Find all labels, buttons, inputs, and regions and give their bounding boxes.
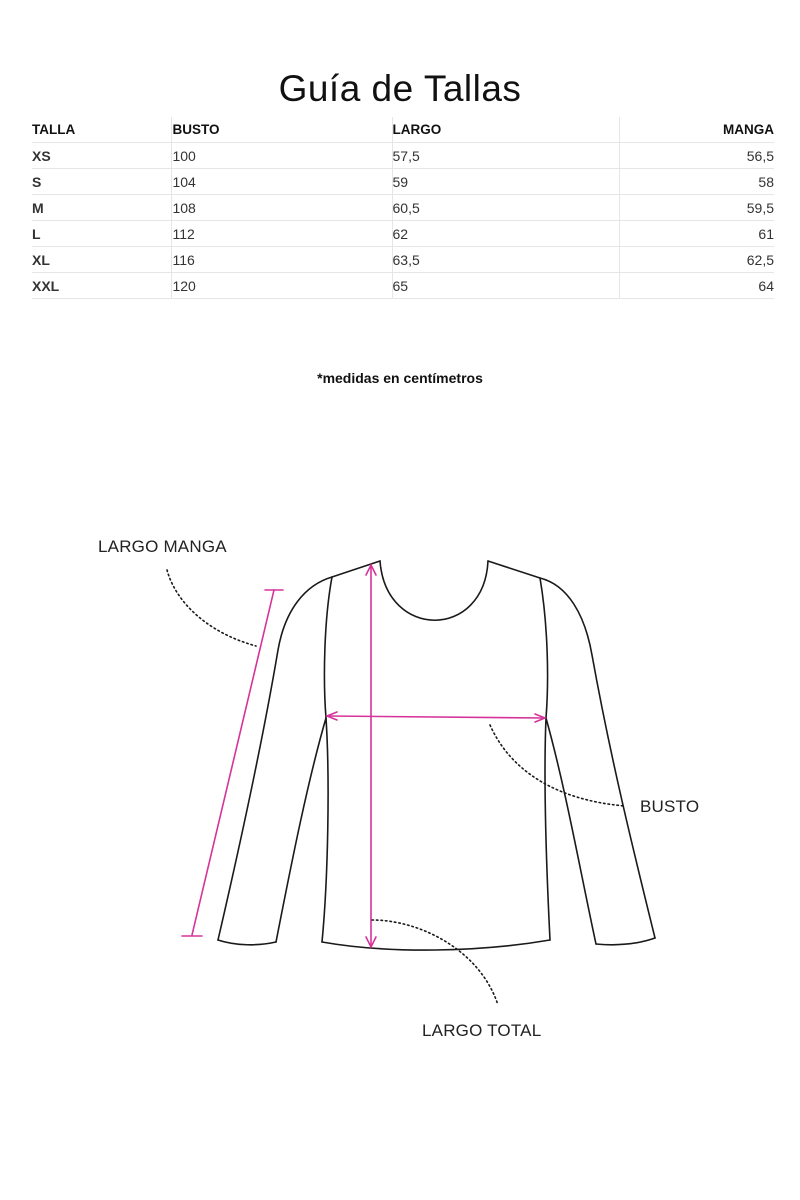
units-note: *medidas en centímetros [317,370,483,386]
label-largo-manga: LARGO MANGA [98,537,227,556]
cell-busto: 108 [172,195,392,221]
right-shoulder [488,561,540,578]
cell-talla: XS [32,143,172,169]
cell-manga: 59,5 [619,195,774,221]
bust-measure-line [328,716,544,718]
table-row [32,143,774,169]
cell-largo: 63,5 [392,247,619,273]
cell-busto: 112 [172,221,392,247]
cell-largo: 59 [392,169,619,195]
cell-largo: 62 [392,221,619,247]
right-sleeve-outer [540,578,655,938]
label-busto: BUSTO [640,797,700,816]
cell-manga: 62,5 [619,247,774,273]
header-talla: TALLA [32,117,172,143]
cell-talla: XXL [32,273,172,299]
label-largo-total: LARGO TOTAL [422,1021,542,1040]
cell-talla: L [32,221,172,247]
cell-busto: 120 [172,273,392,299]
body-left-side [322,577,332,942]
page-title: Guía de Tallas [278,68,522,109]
sleeve-leader-line [167,570,256,646]
cell-talla: XL [32,247,172,273]
cell-largo: 57,5 [392,143,619,169]
neckline [380,561,488,620]
cell-manga: 64 [619,273,774,299]
table-row [32,169,774,195]
header-busto: BUSTO [172,117,392,143]
left-sleeve-inner [276,718,326,942]
table-row [32,195,774,221]
header-manga: MANGA [619,117,774,143]
cell-largo: 60,5 [392,195,619,221]
cell-busto: 104 [172,169,392,195]
body-right-side [540,578,550,940]
left-cuff [218,940,276,945]
sleeve-measure-line [192,590,274,935]
size-table [32,117,774,299]
right-cuff [596,938,655,945]
body-hem [322,940,550,950]
cell-manga: 61 [619,221,774,247]
cell-talla: M [32,195,172,221]
cell-busto: 100 [172,143,392,169]
cell-talla: S [32,169,172,195]
cell-manga: 56,5 [619,143,774,169]
table-row [32,221,774,247]
total-leader-line [372,920,498,1005]
table-row [32,247,774,273]
cell-busto: 116 [172,247,392,273]
cell-manga: 58 [619,169,774,195]
right-sleeve-inner [546,718,596,944]
table-row [32,273,774,299]
table-header-row [32,117,774,143]
cell-largo: 65 [392,273,619,299]
header-largo: LARGO [392,117,619,143]
garment-diagram [0,500,800,1060]
